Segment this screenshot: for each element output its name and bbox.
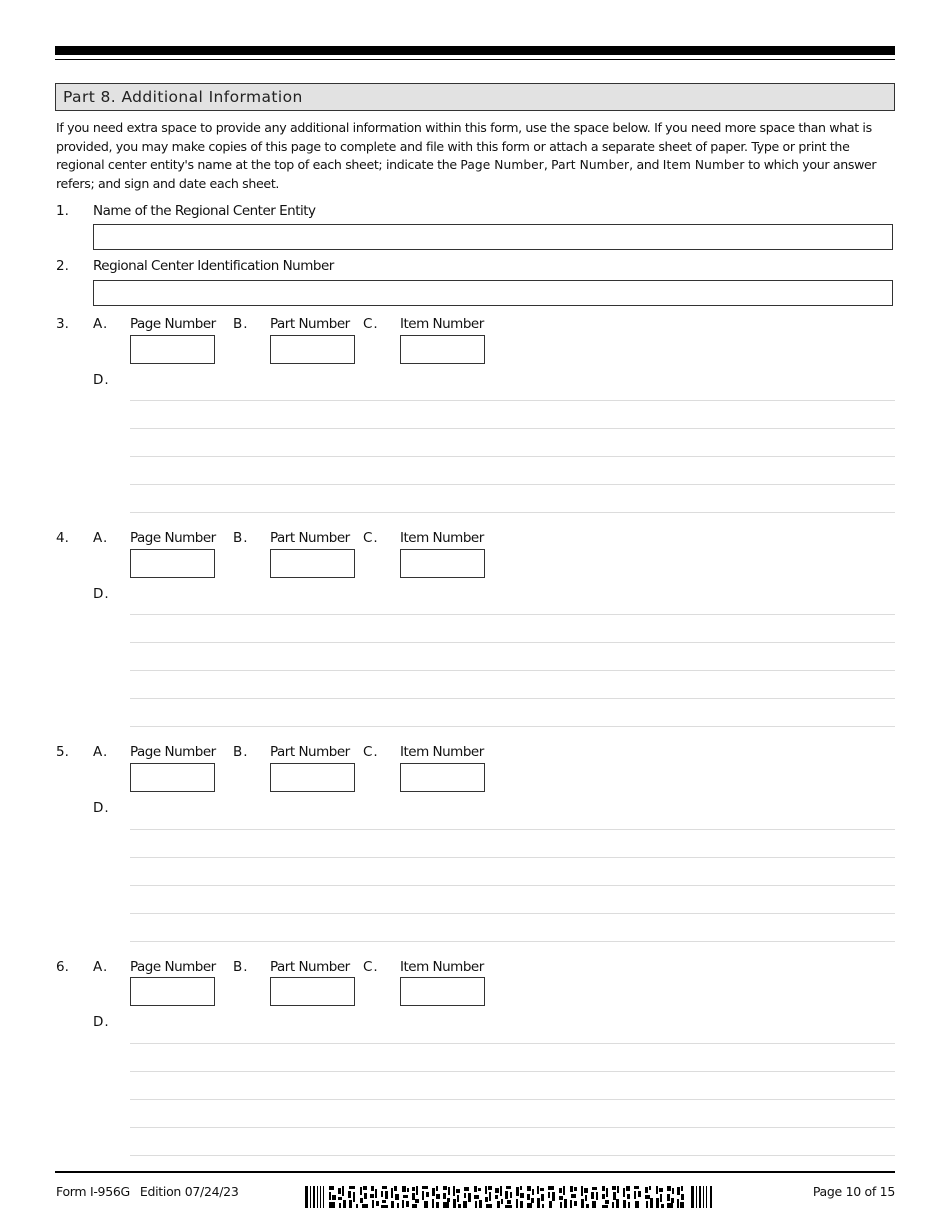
answer-line[interactable] (130, 614, 895, 615)
part-number-input[interactable] (270, 549, 355, 578)
sub-b: B. (233, 744, 249, 760)
page-number-label: Page Number (130, 316, 216, 332)
item-number-label: Item Number (400, 959, 484, 975)
answer-line[interactable] (130, 670, 895, 671)
answer-line[interactable] (130, 941, 895, 942)
item-number-label: Item Number (400, 530, 484, 546)
page-number-input[interactable] (130, 335, 215, 364)
part-number-label: Part Number (270, 959, 350, 975)
item-number-input[interactable] (400, 549, 485, 578)
sub-c: C. (363, 744, 379, 760)
barcode-image (305, 1186, 713, 1208)
sub-b: B. (233, 530, 249, 546)
item-2-number: 2. (56, 258, 69, 274)
sub-d: D. (93, 800, 110, 816)
answer-line[interactable] (130, 1071, 895, 1072)
answer-line[interactable] (130, 829, 895, 830)
part-number-label: Part Number (270, 316, 350, 332)
sub-a: A. (93, 316, 109, 332)
regional-center-id-label: Regional Center Identification Number (93, 258, 334, 274)
page-number-label: Page Number (130, 530, 216, 546)
top-rule-thin (55, 59, 895, 60)
sub-c: C. (363, 959, 379, 975)
answer-line[interactable] (130, 512, 895, 513)
sub-a: A. (93, 744, 109, 760)
sub-a: A. (93, 530, 109, 546)
top-rule-thick (55, 46, 895, 55)
page-indicator: Page 10 of 15 (812, 1184, 895, 1199)
form-number: Form I-956G (56, 1184, 130, 1199)
answer-line[interactable] (130, 428, 895, 429)
part-number-label: Part Number (270, 744, 350, 760)
item-number-input[interactable] (400, 763, 485, 792)
answer-line[interactable] (130, 857, 895, 858)
answer-line[interactable] (130, 400, 895, 401)
sub-c: C. (363, 316, 379, 332)
part-number-input[interactable] (270, 335, 355, 364)
regional-center-name-input[interactable] (93, 224, 893, 250)
regional-center-id-input[interactable] (93, 280, 893, 306)
instructions: If you need extra space to provide any additional information within this form, use the space below. If you need more space than what is provided, you may make copies of this page to complete and file with this form or attach a separate sheet of paper. Type or print the regional center entity's name at the top of each sheet; indicate the Page Number, Part Number, and Item Number to which your answer refers; and sign and date each sheet. (56, 120, 877, 191)
answer-line[interactable] (130, 698, 895, 699)
answer-line[interactable] (130, 484, 895, 485)
sub-b: B. (233, 316, 249, 332)
answer-line[interactable] (130, 456, 895, 457)
item-number: 3. (56, 316, 69, 332)
page-number-input[interactable] (130, 977, 215, 1006)
sub-a: A. (93, 959, 109, 975)
answer-line[interactable] (130, 885, 895, 886)
regional-center-name-label: Name of the Regional Center Entity (93, 203, 316, 219)
answer-line[interactable] (130, 1099, 895, 1100)
item-number-input[interactable] (400, 335, 485, 364)
item-number: 4. (56, 530, 69, 546)
answer-line[interactable] (130, 1155, 895, 1156)
answer-line[interactable] (130, 642, 895, 643)
item-1-number: 1. (56, 203, 69, 219)
sub-b: B. (233, 959, 249, 975)
part-number-input[interactable] (270, 763, 355, 792)
sub-d: D. (93, 372, 110, 388)
answer-line[interactable] (130, 913, 895, 914)
sub-c: C. (363, 530, 379, 546)
sub-d: D. (93, 586, 110, 602)
page-number-input[interactable] (130, 763, 215, 792)
sub-d: D. (93, 1014, 110, 1030)
page-number-label: Page Number (130, 744, 216, 760)
footer-rule (55, 1171, 895, 1173)
answer-line[interactable] (130, 726, 895, 727)
item-number-input[interactable] (400, 977, 485, 1006)
item-number-label: Item Number (400, 316, 484, 332)
item-number-label: Item Number (400, 744, 484, 760)
footer-form-info (56, 1184, 248, 1199)
part-header (55, 83, 895, 111)
part-number-label: Part Number (270, 530, 350, 546)
page-number-label: Page Number (130, 959, 216, 975)
answer-line[interactable] (130, 1127, 895, 1128)
page-number-input[interactable] (130, 549, 215, 578)
part-title: Part 8. Additional Information (63, 88, 303, 106)
edition-date: Edition 07/24/23 (139, 1184, 239, 1199)
part-number-input[interactable] (270, 977, 355, 1006)
item-number: 6. (56, 959, 69, 975)
item-number: 5. (56, 744, 69, 760)
answer-line[interactable] (130, 1043, 895, 1044)
